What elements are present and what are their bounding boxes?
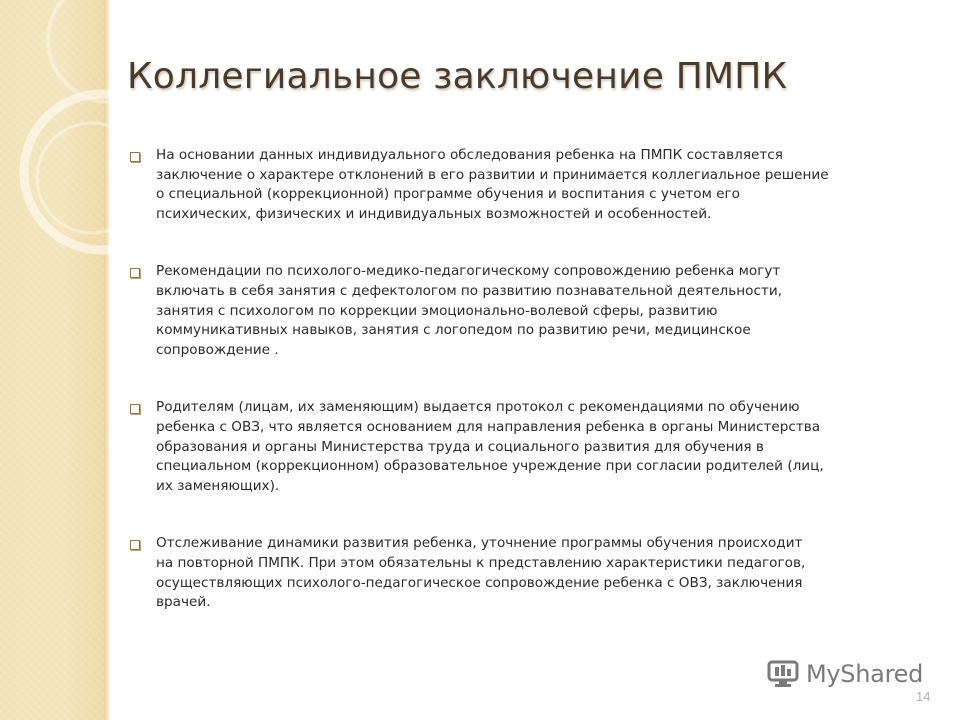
bullet-item — [130, 534, 910, 612]
bullet-list — [130, 146, 910, 651]
page-number: 14 — [916, 689, 931, 704]
bullet-text: Рекомендации по психолого-медико-педагогическому сопровождению ребенка могут включать в себя занятия с дефектологом по развитию познавательной деятельности, занятия с психологом по коррекции эмоционально-волевой сферы, развитию коммуникативных навыков, занятия с логопедом по развитию речи, медицинское сопровождение . — [156, 263, 783, 358]
side-divider — [104, 0, 109, 720]
checkbox-bullet-icon — [130, 268, 140, 278]
checkbox-bullet-icon — [130, 540, 140, 550]
bullet-text: Родителям (лицам, их заменяющим) выдается протокол с рекомендациями по обучению ребенка с ОВЗ, что является основанием для направления ребенка в органы Министерства образования и органы Министерства труда и социального развития для обучения в специальном (коррекционном) образовательное учреждение при согласии родителей (лиц, их заменяющих). — [156, 399, 824, 494]
bullet-item — [130, 262, 910, 360]
side-panel — [0, 0, 104, 720]
myshared-logo-icon — [766, 659, 800, 689]
bullet-item — [130, 398, 910, 496]
slide-title: Коллегиальное заключение ПМПК — [127, 56, 788, 97]
bullet-text: Отслеживание динамики развития ребенка, уточнение программы обучения происходит на повторной ПМПК. При этом обязательны к представлению характеристики педагогов, осуществляющих психолого-педагогическое сопровождение ребенка с ОВЗ, заключения врачей. — [156, 535, 806, 611]
bullet-item — [130, 146, 910, 224]
watermark-brand: MyShared — [806, 660, 924, 688]
bullet-text: На основании данных индивидуального обследования ребенка на ПМПК составляется заключение о характере отклонений в его развитии и принимается коллегиальное решение о специальной (коррекционной) программе обучения и воспитания с учетом его психических, физических и индивидуальных возможностей и особенностей. — [156, 147, 829, 222]
checkbox-bullet-icon — [130, 152, 140, 162]
myshared-watermark[interactable] — [766, 656, 926, 692]
checkbox-bullet-icon — [130, 404, 140, 414]
